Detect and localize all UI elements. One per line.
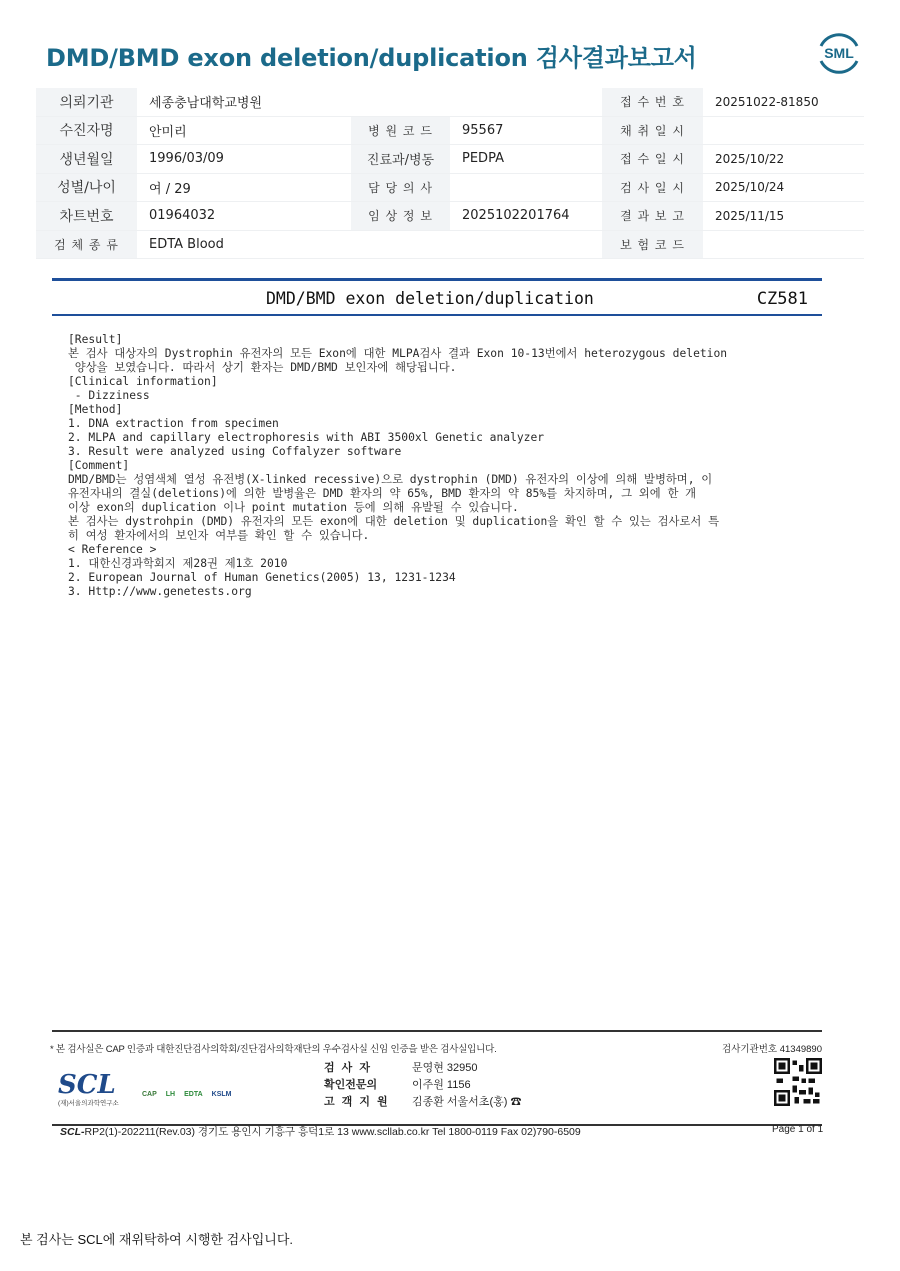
report-section bbox=[52, 278, 822, 599]
kslm-mark: KSLM bbox=[211, 1091, 232, 1098]
report-body bbox=[52, 316, 822, 599]
lab-footer bbox=[52, 1030, 822, 1126]
label-attending-physician: 담 당 의 사 bbox=[351, 173, 450, 202]
value-chart-number: 01964032 bbox=[137, 202, 351, 231]
label-specimen-type: 검 체 종 류 bbox=[36, 230, 137, 259]
edta-mark: EDTA bbox=[184, 1091, 203, 1098]
staff-name: 문영현 32950 bbox=[412, 1061, 478, 1074]
report-line: 3. Result were analyzed using Coffalyzer software bbox=[68, 445, 402, 458]
value-sex-age: 여 / 29 bbox=[137, 173, 351, 202]
info-row bbox=[36, 230, 864, 259]
scl-logo-subtitle: (재)서울의과학연구소 bbox=[58, 1100, 119, 1107]
info-row bbox=[36, 173, 864, 202]
value-patient-name: 안미리 bbox=[137, 116, 351, 145]
scl-logo-text: SCL bbox=[58, 1070, 116, 1100]
patient-info-table bbox=[36, 88, 864, 259]
value-birth-date: 1996/03/09 bbox=[137, 145, 351, 174]
report-line: [Comment] bbox=[68, 459, 130, 472]
value-attending-physician bbox=[450, 173, 602, 202]
report-line: 양상을 보였습니다. 따라서 상기 환자는 DMD/BMD 보인자에 해당됩니다. bbox=[68, 361, 457, 374]
staff-row bbox=[324, 1058, 521, 1075]
label-chart-number: 차트번호 bbox=[36, 202, 137, 231]
report-line: [Method] bbox=[68, 403, 123, 416]
staff-role: 확인전문의 bbox=[324, 1078, 378, 1091]
sml-logo-text: SML bbox=[824, 45, 854, 61]
institution-number: 검사기관번호 41349890 bbox=[722, 1044, 822, 1055]
empty-cell bbox=[450, 230, 602, 259]
report-line: 유전자내의 결실(deletions)에 의한 발병율은 DMD 환자의 약 65%, BMD 환자의 약 85%를 차지하며, 그 외에 한 개 bbox=[68, 487, 697, 500]
scl-logo bbox=[58, 1070, 119, 1107]
report-line: [Result] bbox=[68, 333, 123, 346]
label-requesting-institution: 의뢰기관 bbox=[36, 88, 137, 116]
empty-cell bbox=[450, 88, 602, 116]
report-title: DMD/BMD exon deletion/duplication bbox=[266, 289, 594, 308]
staff-row bbox=[324, 1075, 521, 1092]
report-line: 본 검사 대상자의 Dystrophin 유전자의 모든 Exon에 대한 MLPA검사 결과 Exon 10-13번에서 heterozygous deletion bbox=[68, 347, 728, 360]
page-title: DMD/BMD exon deletion/duplication 검사결과보고서 bbox=[46, 44, 697, 72]
report-line: 본 검사는 dystrohpin (DMD) 유전자의 모든 exon에 대한 deletion 및 duplication을 확인 할 수 있는 검사로서 특 bbox=[68, 515, 720, 528]
report-line: < Reference > bbox=[68, 543, 157, 556]
report-line: 2. MLPA and capillary electrophoresis with ABI 3500xl Genetic analyzer bbox=[68, 431, 545, 444]
lh-mark: LH bbox=[165, 1091, 176, 1098]
certification-note: * 본 검사실은 CAP 인증과 대한진단검사의학회/진단검사의학재단의 우수검사실 신임 인증을 받은 검사실입니다. bbox=[50, 1044, 497, 1055]
label-receipt-number: 접 수 번 호 bbox=[602, 88, 703, 116]
footer-address: RP2(1)-202211(Rev.03) 경기도 용인시 기흥구 흥덕1로 13 www.scllab.co.kr Tel 1800-0119 Fax 02)790-6509 bbox=[84, 1126, 581, 1138]
info-row bbox=[36, 116, 864, 145]
footer-address-line bbox=[60, 1124, 581, 1139]
report-line: 히 여성 환자에서의 보인자 여부를 확인 할 수 있습니다. bbox=[68, 529, 370, 542]
staff-name: 김종환 서울서초(홍) ☎ bbox=[412, 1095, 522, 1108]
staff-row bbox=[324, 1092, 521, 1109]
value-report-date: 2025/11/15 bbox=[703, 202, 864, 231]
value-insurance-code bbox=[703, 230, 864, 259]
value-test-date: 2025/10/24 bbox=[703, 173, 864, 202]
empty-cell bbox=[351, 230, 450, 259]
staff-role: 검 사 자 bbox=[324, 1061, 372, 1074]
info-row bbox=[36, 88, 864, 116]
staff-table bbox=[324, 1058, 521, 1109]
report-code: CZ581 bbox=[756, 289, 808, 309]
value-clinical-info: 2025102201764 bbox=[450, 202, 602, 231]
delegation-note: 본 검사는 SCL에 재위탁하여 시행한 검사입니다. bbox=[20, 1232, 294, 1247]
value-receipt-number: 20251022-81850 bbox=[703, 88, 864, 116]
label-sex-age: 성별/나이 bbox=[36, 173, 137, 202]
report-line: DMD/BMD는 성염색체 열성 유전병(X-linked recessive)으로 dystrophin (DMD) 유전자의 이상에 의해 발병하며, 이 bbox=[68, 473, 713, 486]
label-collection-date: 채 취 일 시 bbox=[602, 116, 703, 145]
label-clinical-info: 임 상 정 보 bbox=[351, 202, 450, 231]
label-report-date: 결 과 보 고 bbox=[602, 202, 703, 231]
sml-logo bbox=[815, 30, 863, 76]
report-line: 이상 exon의 duplication 이나 point mutation 등에 의해 유발될 수 있습니다. bbox=[68, 501, 519, 514]
value-requesting-institution: 세종충남대학교병원 bbox=[137, 88, 351, 116]
report-line: [Clinical information] bbox=[68, 375, 218, 388]
label-hospital-code: 병 원 코 드 bbox=[351, 116, 450, 145]
label-insurance-code: 보 험 코 드 bbox=[602, 230, 703, 259]
value-department: PEDPA bbox=[450, 145, 602, 174]
label-patient-name: 수진자명 bbox=[36, 116, 137, 145]
report-line: 3. Http://www.genetests.org bbox=[68, 585, 252, 598]
certification-marks bbox=[140, 1090, 234, 1099]
staff-name: 이주원 1156 bbox=[412, 1078, 471, 1091]
info-row bbox=[36, 145, 864, 174]
cap-mark: CAP bbox=[142, 1091, 157, 1098]
value-collection-date bbox=[703, 116, 864, 145]
report-line: 2. European Journal of Human Genetics(2005) 13, 1231-1234 bbox=[68, 571, 456, 584]
report-header bbox=[52, 281, 822, 316]
report-line: 1. DNA extraction from specimen bbox=[68, 417, 279, 430]
value-hospital-code: 95567 bbox=[450, 116, 602, 145]
report-line: 1. 대한신경과학회지 제28권 제1호 2010 bbox=[68, 557, 288, 570]
value-specimen-type: EDTA Blood bbox=[137, 230, 351, 259]
qr-code-icon bbox=[774, 1058, 822, 1106]
info-row bbox=[36, 202, 864, 231]
report-line: - Dizziness bbox=[68, 389, 150, 402]
page-number: Page 1 of 1 bbox=[772, 1124, 824, 1135]
value-receipt-date: 2025/10/22 bbox=[703, 145, 864, 174]
empty-cell bbox=[351, 88, 450, 116]
label-receipt-date: 접 수 일 시 bbox=[602, 145, 703, 174]
label-department: 진료과/병동 bbox=[351, 145, 450, 174]
staff-role: 고 객 지 원 bbox=[324, 1095, 390, 1108]
footer-brand: SCL- bbox=[60, 1126, 85, 1138]
label-birth-date: 생년월일 bbox=[36, 145, 137, 174]
label-test-date: 검 사 일 시 bbox=[602, 173, 703, 202]
